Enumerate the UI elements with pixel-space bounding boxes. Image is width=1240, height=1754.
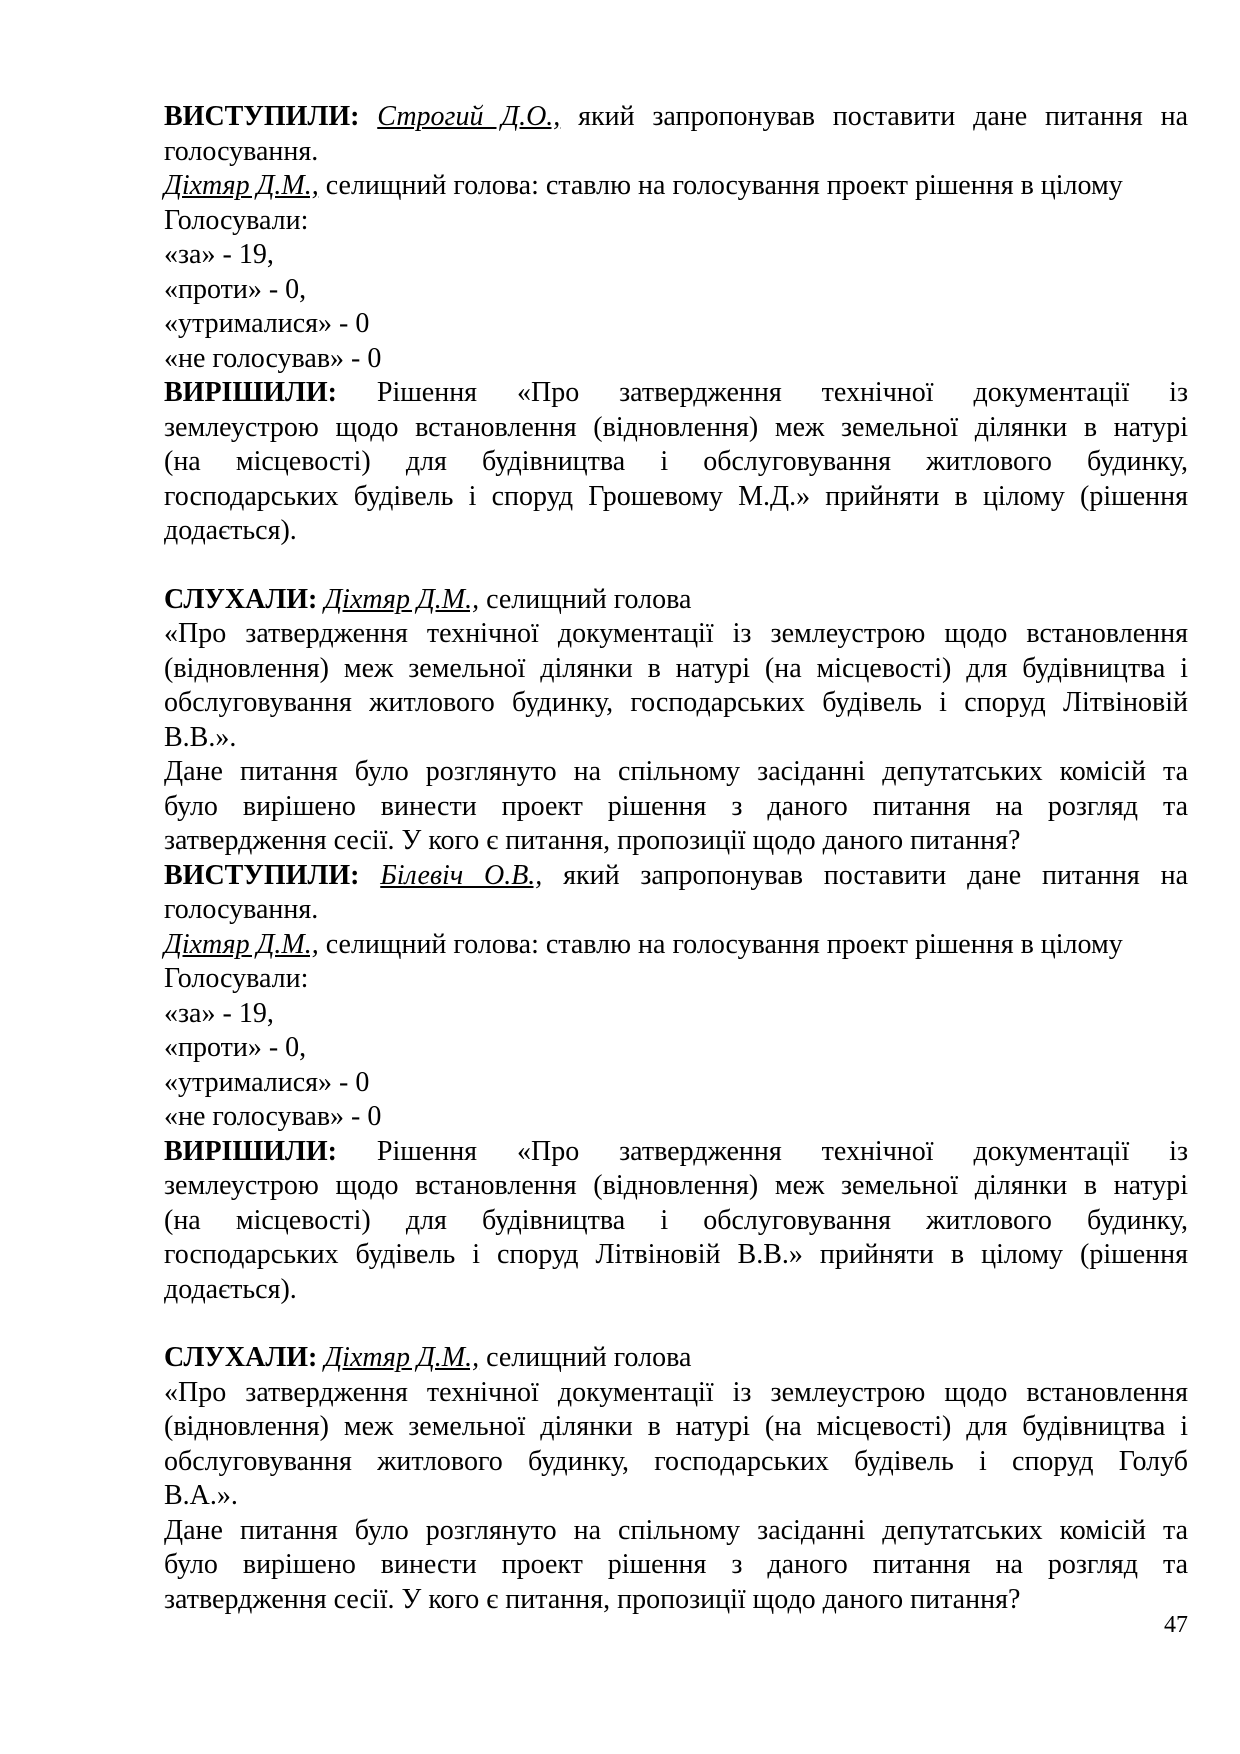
- question-line: обслуговування житлового будинку, господарських будівель і споруд Літвіновій: [164, 687, 1188, 718]
- decided-text: Рішення «Про затвердження технічної документації із: [336, 377, 1188, 408]
- decided-line: [164, 1135, 1188, 1170]
- heard-name: Діхтяр Д.М.,: [324, 1342, 480, 1373]
- spoke-label: ВИСТУПИЛИ:: [164, 101, 360, 132]
- discussion-line: затвердження сесії. У кого є питання, пропозиції щодо даного питання?: [164, 1583, 1021, 1615]
- spoke-text: який запропонував поставити дане питання на: [542, 859, 1188, 891]
- section-gap: [164, 1307, 1188, 1341]
- heard-label: СЛУХАЛИ:: [164, 583, 318, 615]
- vote-abstain: «утрималися» - 0: [164, 308, 370, 339]
- decided-line: землеустрою щодо встановлення (відновлення) меж земельної ділянки в натурі: [164, 1170, 1188, 1201]
- decided-line: (на місцевості) для будівництва і обслуговування житлового будинку,: [164, 1204, 1188, 1236]
- spoke-label: ВИСТУПИЛИ:: [164, 859, 360, 891]
- vote-none: «не голосував» - 0: [164, 1101, 382, 1132]
- speaker-name: Строгий Д.О.,: [377, 101, 561, 132]
- vote-against: «проти» - 0,: [164, 273, 307, 305]
- discussion-line: затвердження сесії. У кого є питання, пропозиції щодо даного питання?: [164, 825, 1021, 856]
- spoke-paragraph-1: [164, 100, 1188, 135]
- question-line: (відновлення) меж земельної ділянки в натурі (на місцевості) для будівництва і: [164, 652, 1188, 684]
- decided-line: господарських будівель і споруд Грошевому М.Д.» прийняти в цілому (рішення: [164, 480, 1188, 512]
- head-name: Діхтяр Д.М.,: [164, 170, 319, 201]
- spoke-text-line: голосування.: [164, 135, 319, 167]
- decided-line: (на місцевості) для будівництва і обслуговування житлового будинку,: [164, 446, 1188, 477]
- head-name: Діхтяр Д.М.,: [164, 928, 319, 960]
- spoke-text-line: голосування.: [164, 894, 319, 925]
- spoke-text: який запропонував поставити дане питання на: [560, 101, 1189, 132]
- section-gap: [164, 549, 1188, 583]
- head-text: селищний голова: ставлю на голосування проект рішення в цілому: [318, 170, 1123, 201]
- vote-none: «не голосував» - 0: [164, 342, 382, 374]
- question-line: В.В.».: [164, 721, 237, 753]
- discussion-line: Дане питання було розглянуто на спільному засіданні депутатських комісій та: [164, 756, 1188, 787]
- head-statement: [164, 169, 1188, 204]
- heard-text: селищний голова: [479, 583, 692, 615]
- heard-text: селищний голова: [479, 1342, 692, 1373]
- discussion-line: було вирішено винести проект рішення з даного питання на розгляд та: [164, 1549, 1188, 1580]
- discussion-line: було вирішено винести проект рішення з даного питання на розгляд та: [164, 790, 1188, 822]
- document-page: [164, 100, 1188, 1617]
- vote-title: Голосували:: [164, 963, 309, 994]
- heard-label: СЛУХАЛИ:: [164, 1342, 318, 1373]
- heard-line: [164, 1341, 1188, 1376]
- decided-line: землеустрою щодо встановлення (відновлення) меж земельної ділянки в натурі: [164, 411, 1188, 443]
- decided-label: ВИРІШИЛИ:: [164, 377, 337, 408]
- decided-line: додається).: [164, 1273, 297, 1305]
- decided-line: [164, 376, 1188, 411]
- question-line: «Про затвердження технічної документації із землеустрою щодо встановлення: [164, 1376, 1188, 1408]
- discussion-line: Дане питання було розглянуто на спільному засіданні депутатських комісій та: [164, 1514, 1188, 1546]
- head-statement: [164, 928, 1188, 963]
- question-line: «Про затвердження технічної документації із землеустрою щодо встановлення: [164, 618, 1188, 649]
- question-line: обслуговування житлового будинку, господарських будівель і споруд Голуб: [164, 1445, 1188, 1477]
- decided-text: Рішення «Про затвердження технічної документації із: [336, 1135, 1188, 1167]
- speaker-name: Білевіч О.В.,: [380, 859, 543, 891]
- head-text: селищний голова: ставлю на голосування проект рішення в цілому: [318, 928, 1123, 960]
- decided-label: ВИРІШИЛИ:: [164, 1135, 337, 1167]
- question-line: (відновлення) меж земельної ділянки в натурі (на місцевості) для будівництва і: [164, 1411, 1188, 1442]
- vote-abstain: «утрималися» - 0: [164, 1066, 370, 1098]
- question-line: В.А.».: [164, 1480, 238, 1511]
- decided-line: додається).: [164, 515, 297, 546]
- vote-against: «проти» - 0,: [164, 1032, 307, 1063]
- heard-name: Діхтяр Д.М.,: [324, 583, 480, 615]
- spoke-paragraph-2: [164, 859, 1188, 894]
- decided-line: господарських будівель і споруд Літвіновій В.В.» прийняти в цілому (рішення: [164, 1239, 1188, 1270]
- page-number: 47: [1164, 1612, 1188, 1638]
- vote-title: Голосували:: [164, 204, 309, 236]
- vote-for: «за» - 19,: [164, 239, 274, 270]
- vote-for: «за» - 19,: [164, 997, 274, 1029]
- heard-line: [164, 583, 1188, 618]
